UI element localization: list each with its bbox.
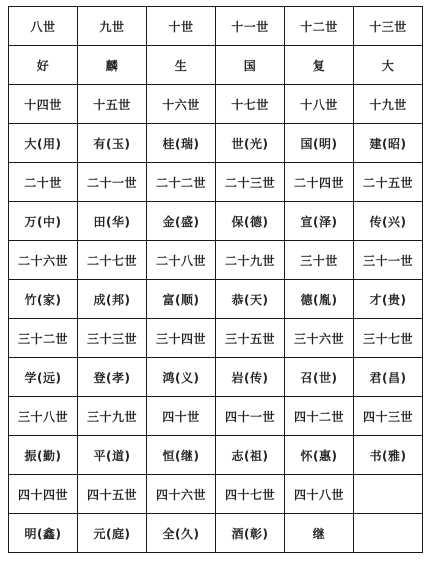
generation-name-cell: 继 bbox=[285, 514, 354, 553]
generation-label-cell: 二十一世 bbox=[78, 163, 147, 202]
generation-label-cell: 三十九世 bbox=[78, 397, 147, 436]
generation-label-cell: 四十四世 bbox=[9, 475, 78, 514]
generation-name-cell: 岩(传) bbox=[216, 358, 285, 397]
generation-name-cell: 生 bbox=[147, 46, 216, 85]
generation-label-cell: 三十五世 bbox=[216, 319, 285, 358]
generation-label-cell: 十四世 bbox=[9, 85, 78, 124]
generation-label-cell: 九世 bbox=[78, 7, 147, 46]
generation-name-cell: 君(昌) bbox=[354, 358, 423, 397]
generation-name-cell: 麟 bbox=[78, 46, 147, 85]
generation-header-row bbox=[9, 475, 423, 514]
generation-name-cell: 鸿(义) bbox=[147, 358, 216, 397]
generation-label-cell: 二十五世 bbox=[354, 163, 423, 202]
generation-name-cell: 建(昭) bbox=[354, 124, 423, 163]
generation-name-cell: 好 bbox=[9, 46, 78, 85]
generation-header-row bbox=[9, 241, 423, 280]
generation-header-row bbox=[9, 397, 423, 436]
generation-name-cell: 恒(继) bbox=[147, 436, 216, 475]
generation-label-cell: 十六世 bbox=[147, 85, 216, 124]
generation-label-cell: 二十二世 bbox=[147, 163, 216, 202]
generation-label-cell: 三十七世 bbox=[354, 319, 423, 358]
generation-name-cell: 元(庭) bbox=[78, 514, 147, 553]
generation-label-cell: 十七世 bbox=[216, 85, 285, 124]
generation-label-cell: 十一世 bbox=[216, 7, 285, 46]
generation-label-cell: 三十八世 bbox=[9, 397, 78, 436]
generation-name-cell: 志(祖) bbox=[216, 436, 285, 475]
generation-label-cell: 四十二世 bbox=[285, 397, 354, 436]
generation-name-cell: 大(用) bbox=[9, 124, 78, 163]
generation-label-cell bbox=[354, 475, 423, 514]
generation-label-cell: 四十八世 bbox=[285, 475, 354, 514]
generation-table-body bbox=[9, 7, 423, 553]
generation-label-cell: 四十三世 bbox=[354, 397, 423, 436]
generation-label-cell: 二十六世 bbox=[9, 241, 78, 280]
generation-label-cell: 三十六世 bbox=[285, 319, 354, 358]
generation-label-cell: 十三世 bbox=[354, 7, 423, 46]
generation-name-cell: 保(德) bbox=[216, 202, 285, 241]
generation-label-cell: 八世 bbox=[9, 7, 78, 46]
generation-name-row bbox=[9, 436, 423, 475]
generation-label-cell: 三十世 bbox=[285, 241, 354, 280]
generation-label-cell: 四十一世 bbox=[216, 397, 285, 436]
generation-name-cell: 国(明) bbox=[285, 124, 354, 163]
generation-name-cell: 富(顺) bbox=[147, 280, 216, 319]
generation-name-cell: 德(胤) bbox=[285, 280, 354, 319]
generation-name-table bbox=[8, 6, 423, 553]
generation-header-row bbox=[9, 7, 423, 46]
generation-name-cell: 桂(瑞) bbox=[147, 124, 216, 163]
generation-label-cell: 十九世 bbox=[354, 85, 423, 124]
generation-name-row bbox=[9, 202, 423, 241]
generation-name-cell: 成(邦) bbox=[78, 280, 147, 319]
generation-name-cell: 平(道) bbox=[78, 436, 147, 475]
generation-header-row bbox=[9, 163, 423, 202]
generation-name-row bbox=[9, 280, 423, 319]
generation-name-cell: 宣(泽) bbox=[285, 202, 354, 241]
generation-label-cell: 四十七世 bbox=[216, 475, 285, 514]
generation-name-cell: 召(世) bbox=[285, 358, 354, 397]
generation-name-cell bbox=[354, 514, 423, 553]
generation-name-row bbox=[9, 514, 423, 553]
generation-name-cell: 传(兴) bbox=[354, 202, 423, 241]
generation-name-cell: 酒(彰) bbox=[216, 514, 285, 553]
generation-name-cell: 振(勤) bbox=[9, 436, 78, 475]
generation-label-cell: 四十五世 bbox=[78, 475, 147, 514]
generation-name-cell: 万(中) bbox=[9, 202, 78, 241]
generation-label-cell: 十二世 bbox=[285, 7, 354, 46]
generation-name-cell: 全(久) bbox=[147, 514, 216, 553]
generation-name-cell: 有(玉) bbox=[78, 124, 147, 163]
generation-name-cell: 国 bbox=[216, 46, 285, 85]
generation-label-cell: 二十四世 bbox=[285, 163, 354, 202]
generation-header-row bbox=[9, 85, 423, 124]
generation-name-cell: 明(鑫) bbox=[9, 514, 78, 553]
generation-name-row bbox=[9, 358, 423, 397]
generation-label-cell: 二十世 bbox=[9, 163, 78, 202]
generation-label-cell: 二十七世 bbox=[78, 241, 147, 280]
generation-label-cell: 十八世 bbox=[285, 85, 354, 124]
generation-label-cell: 四十六世 bbox=[147, 475, 216, 514]
generation-name-cell: 书(雅) bbox=[354, 436, 423, 475]
generation-name-cell: 怀(惠) bbox=[285, 436, 354, 475]
generation-label-cell: 十五世 bbox=[78, 85, 147, 124]
generation-label-cell: 三十四世 bbox=[147, 319, 216, 358]
generation-name-cell: 金(盛) bbox=[147, 202, 216, 241]
generation-label-cell: 四十世 bbox=[147, 397, 216, 436]
generation-label-cell: 二十三世 bbox=[216, 163, 285, 202]
generation-name-row bbox=[9, 46, 423, 85]
generation-name-cell: 恭(天) bbox=[216, 280, 285, 319]
generation-label-cell: 三十三世 bbox=[78, 319, 147, 358]
generation-name-cell: 才(贵) bbox=[354, 280, 423, 319]
generation-name-cell: 复 bbox=[285, 46, 354, 85]
generation-label-cell: 三十一世 bbox=[354, 241, 423, 280]
generation-label-cell: 二十八世 bbox=[147, 241, 216, 280]
generation-table-container bbox=[8, 6, 423, 553]
generation-name-cell: 大 bbox=[354, 46, 423, 85]
generation-name-cell: 学(远) bbox=[9, 358, 78, 397]
generation-label-cell: 二十九世 bbox=[216, 241, 285, 280]
generation-name-row bbox=[9, 124, 423, 163]
generation-label-cell: 十世 bbox=[147, 7, 216, 46]
generation-name-cell: 登(孝) bbox=[78, 358, 147, 397]
generation-name-cell: 竹(家) bbox=[9, 280, 78, 319]
generation-header-row bbox=[9, 319, 423, 358]
generation-label-cell: 三十二世 bbox=[9, 319, 78, 358]
generation-name-cell: 世(光) bbox=[216, 124, 285, 163]
generation-name-cell: 田(华) bbox=[78, 202, 147, 241]
